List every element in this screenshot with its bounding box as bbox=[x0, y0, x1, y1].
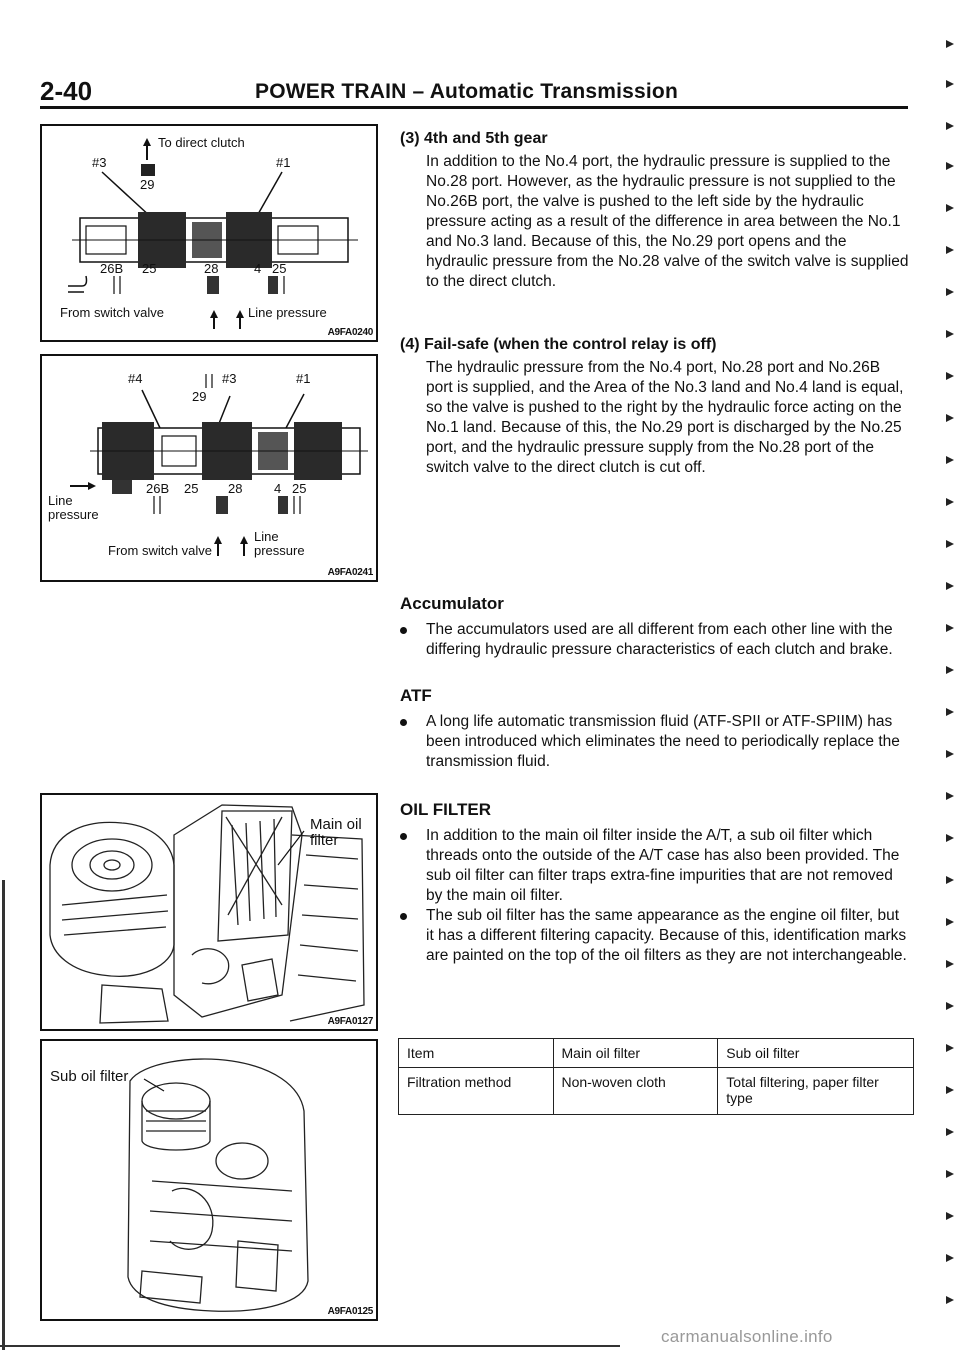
label-port-4: #4 bbox=[128, 371, 143, 386]
label-port-25-right: 25 bbox=[272, 261, 287, 276]
label-port-1: #1 bbox=[296, 371, 311, 386]
page-number: 2-40 bbox=[40, 76, 93, 106]
paragraph-fail-safe: The hydraulic pressure from the No.4 port, No.28 port and No.26B port is supplied, and the Area of the No.3 land and No.4 land is equal, so the valve is pushed to the right by the hydraulic force acting on the No.1 land. Because of this, the No.29 port is discharged by the No.25 port, and the hydraulic pressure supply from the No.28 port of the switch valve to the direct clutch is cut off. bbox=[426, 359, 904, 476]
figure-code: A9FA0241 bbox=[327, 567, 373, 578]
label-port-4: 4 bbox=[254, 261, 262, 276]
figure-code: A9FA0240 bbox=[327, 327, 373, 338]
section-fail-safe bbox=[400, 336, 910, 478]
table-header-cell: Item bbox=[399, 1039, 554, 1068]
table-row bbox=[399, 1068, 914, 1115]
watermark: carmanualsonline.info bbox=[661, 1327, 833, 1346]
bullet-oil-filter-1 bbox=[400, 826, 910, 906]
table-cell: Filtration method bbox=[399, 1068, 554, 1115]
valve-diagram-figure-2 bbox=[40, 354, 378, 582]
table-cell: Total filtering, paper filter type bbox=[718, 1068, 914, 1115]
heading-atf: ATF bbox=[400, 686, 432, 705]
oil-filter-spec-table bbox=[398, 1038, 914, 1115]
scan-bottom-edge bbox=[0, 1345, 620, 1347]
table-header-row bbox=[399, 1039, 914, 1068]
section-title: POWER TRAIN – Automatic Transmission bbox=[255, 80, 678, 103]
label-line-pressure: Line pressure bbox=[248, 305, 327, 320]
label-line-pressure-right-2: pressure bbox=[254, 543, 305, 558]
sub-oil-filter-figure bbox=[40, 1039, 378, 1321]
heading-4th-5th-gear: (3) 4th and 5th gear bbox=[400, 130, 548, 147]
paragraph-4th-5th-gear: In addition to the No.4 port, the hydraulic pressure is supplied to the No.28 port. However, as the hydraulic pressure is not supplied to the No.26B port, the valve is pushed to the left side by the hydraulic pressure acting as a result of the difference in area between the No.1 and No.3 land. Because of this, the No.29 port opens and the hydraulic pressure from the No.28 valve of the switch valve is supplied to the direct clutch. bbox=[426, 153, 909, 290]
label-port-26b: 26B bbox=[100, 261, 124, 276]
section-oil-filter bbox=[400, 800, 910, 966]
page-header bbox=[40, 76, 908, 106]
bullet-atf bbox=[400, 712, 910, 772]
label-to-direct-clutch: To direct clutch bbox=[158, 135, 245, 150]
scan-left-edge bbox=[2, 880, 5, 1350]
label-port-28: 28 bbox=[228, 481, 243, 496]
heading-fail-safe: (4) Fail-safe (when the control relay is off) bbox=[400, 336, 717, 353]
label-from-switch-valve: From switch valve bbox=[60, 305, 165, 320]
bullet-dot bbox=[400, 719, 407, 726]
figure-code: A9FA0125 bbox=[327, 1306, 373, 1317]
bullet-atf-text: A long life automatic transmission fluid (ATF-SPII or ATF-SPIIM) has been introduced which eliminates the need to periodically replace the transmission fluid. bbox=[426, 713, 900, 770]
label-port-25-left: 25 bbox=[184, 481, 199, 496]
section-4th-5th-gear bbox=[400, 130, 910, 292]
label-port-26b: 26B bbox=[146, 481, 170, 496]
table-cell: Non-woven cloth bbox=[553, 1068, 718, 1115]
label-port-28: 28 bbox=[204, 261, 219, 276]
header-rule bbox=[40, 106, 908, 109]
label-line-pressure-left-1: Line bbox=[48, 493, 73, 508]
bullet-dot bbox=[400, 627, 407, 634]
label-port-25-left: 25 bbox=[142, 261, 157, 276]
bullet-oil-filter-2 bbox=[400, 906, 910, 966]
bullet-oil-filter-1-text: In addition to the main oil filter inside the A/T, a sub oil filter which threads onto the outside of the A/T case has also been provided. The sub oil filter can filter traps extra-fine impurities that are not removed by the main oil filter. bbox=[426, 827, 900, 904]
bullet-accumulator bbox=[400, 620, 910, 660]
main-oil-filter-figure bbox=[40, 793, 378, 1031]
binding-edge-marks bbox=[932, 0, 960, 1357]
table-header-cell: Main oil filter bbox=[553, 1039, 718, 1068]
section-atf bbox=[400, 686, 910, 772]
label-main-oil-filter-1: Main oil bbox=[310, 816, 362, 833]
label-line-pressure-left-2: pressure bbox=[48, 507, 99, 522]
valve-diagram-figure-1 bbox=[40, 124, 378, 342]
label-sub-oil-filter: Sub oil filter bbox=[50, 1068, 129, 1085]
label-port-29: 29 bbox=[140, 177, 155, 192]
label-port-29: 29 bbox=[192, 389, 207, 404]
bullet-accumulator-text: The accumulators used are all different from each other line with the differing hydraulic pressure characteristics of each clutch and brake. bbox=[426, 621, 893, 658]
heading-oil-filter: OIL FILTER bbox=[400, 800, 491, 819]
label-main-oil-filter-2: filter bbox=[310, 832, 339, 849]
bullet-dot bbox=[400, 913, 407, 920]
label-port-4-lower: 4 bbox=[274, 481, 282, 496]
section-accumulator bbox=[400, 594, 910, 660]
heading-accumulator: Accumulator bbox=[400, 594, 504, 613]
label-port-1: #1 bbox=[276, 155, 291, 170]
bullet-dot bbox=[400, 833, 407, 840]
label-port-25-right: 25 bbox=[292, 481, 307, 496]
label-port-3: #3 bbox=[92, 155, 107, 170]
bullet-oil-filter-2-text: The sub oil filter has the same appearance as the engine oil filter, but it has a different filtering capacity. Because of this, identification marks are painted on the top of the oil filters as they are not interchangeable. bbox=[426, 907, 907, 964]
figure-code: A9FA0127 bbox=[327, 1016, 373, 1027]
label-port-3: #3 bbox=[222, 371, 237, 386]
label-line-pressure-right-1: Line bbox=[254, 529, 279, 544]
table-header-cell: Sub oil filter bbox=[718, 1039, 914, 1068]
label-from-switch-valve: From switch valve bbox=[108, 543, 213, 558]
